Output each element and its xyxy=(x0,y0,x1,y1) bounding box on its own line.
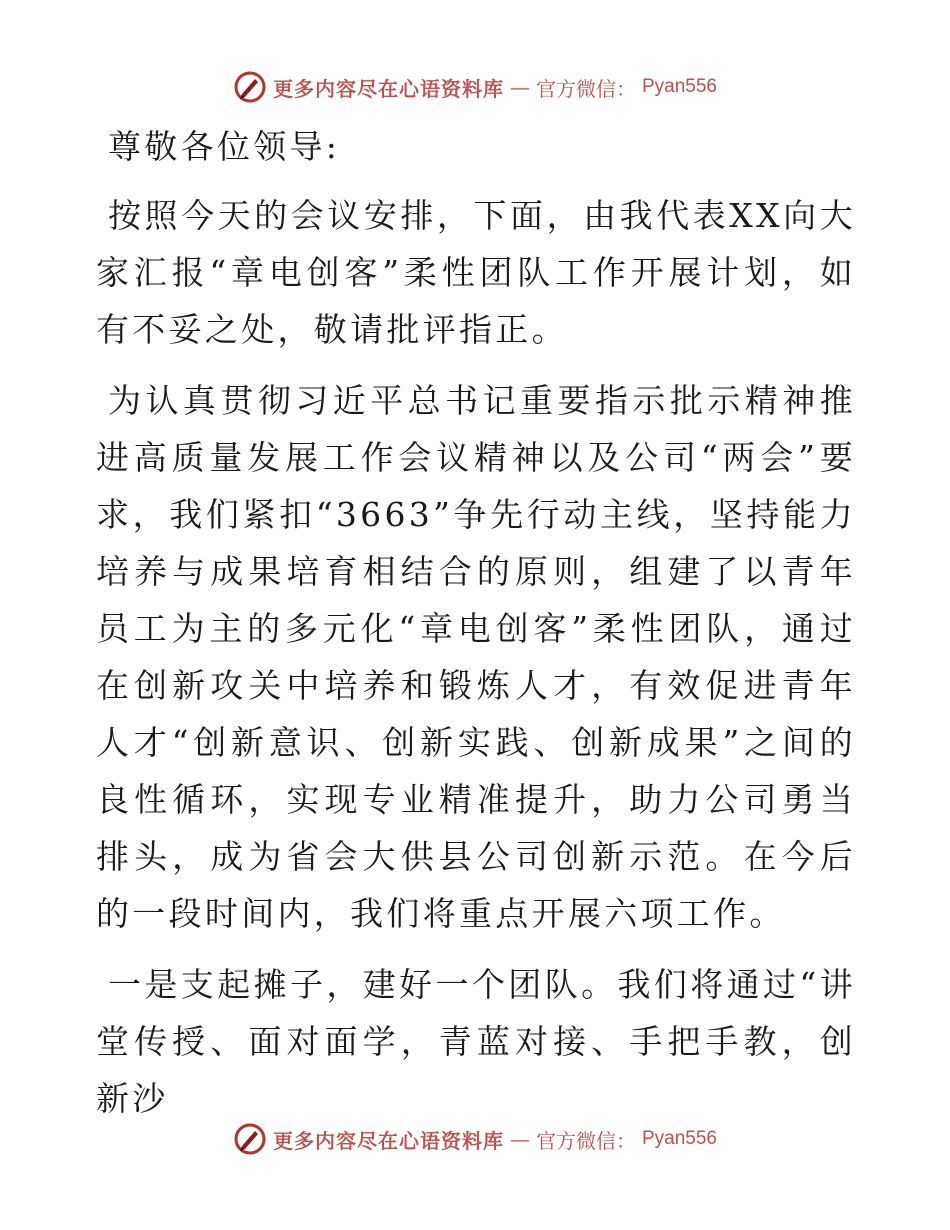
watermark-main-text: 更多内容尽在心语资料库 xyxy=(272,1128,504,1153)
watermark-separator: — xyxy=(509,75,530,99)
watermark-wechat-id: Pyan556 xyxy=(641,1128,717,1149)
watermark-wechat-id: Pyan556 xyxy=(641,76,717,97)
pen-logo-icon xyxy=(233,70,267,104)
watermark-main-text: 更多内容尽在心语资料库 xyxy=(272,76,504,101)
watermark-wechat-label: 官方微信： xyxy=(535,1128,636,1153)
paragraph-item-one: 一是支起摊子，建好一个团队。我们将通过“讲堂传授、面对面学，青蓝对接、手把手教，创新沙 xyxy=(96,965,856,1118)
document-body xyxy=(96,118,856,1141)
pen-logo-icon xyxy=(233,1122,267,1156)
paragraph-background: 为认真贯彻习近平总书记重要指示批示精神推进高质量发展工作会议精神以及公司“两会”要求，我们紧扣“3663”争先行动主线，坚持能力培养与成果培育相结合的原则，组建了以青年员工为主的多元化“章电创客”柔性团队，通过在创新攻关中培养和锻炼人才，有效促进青年人才“创新意识、创新实践、创新成果”之间的良性循环，实现专业精准提升，助力公司勇当排头，成为省会大供县公司创新示范。在今后的一段时间内，我们将重点开展六项工作。 xyxy=(96,381,856,933)
paragraph-intro: 按照今天的会议安排，下面，由我代表XX向大家汇报“章电创客”柔性团队工作开展计划，如有不妥之处，敬请批评指正。 xyxy=(96,196,856,349)
watermark-wechat-label: 官方微信： xyxy=(535,76,636,101)
footer-watermark xyxy=(0,1122,950,1156)
watermark-separator: — xyxy=(509,1127,530,1151)
header-watermark xyxy=(0,70,950,104)
salutation: 尊敬各位领导: xyxy=(108,127,341,166)
